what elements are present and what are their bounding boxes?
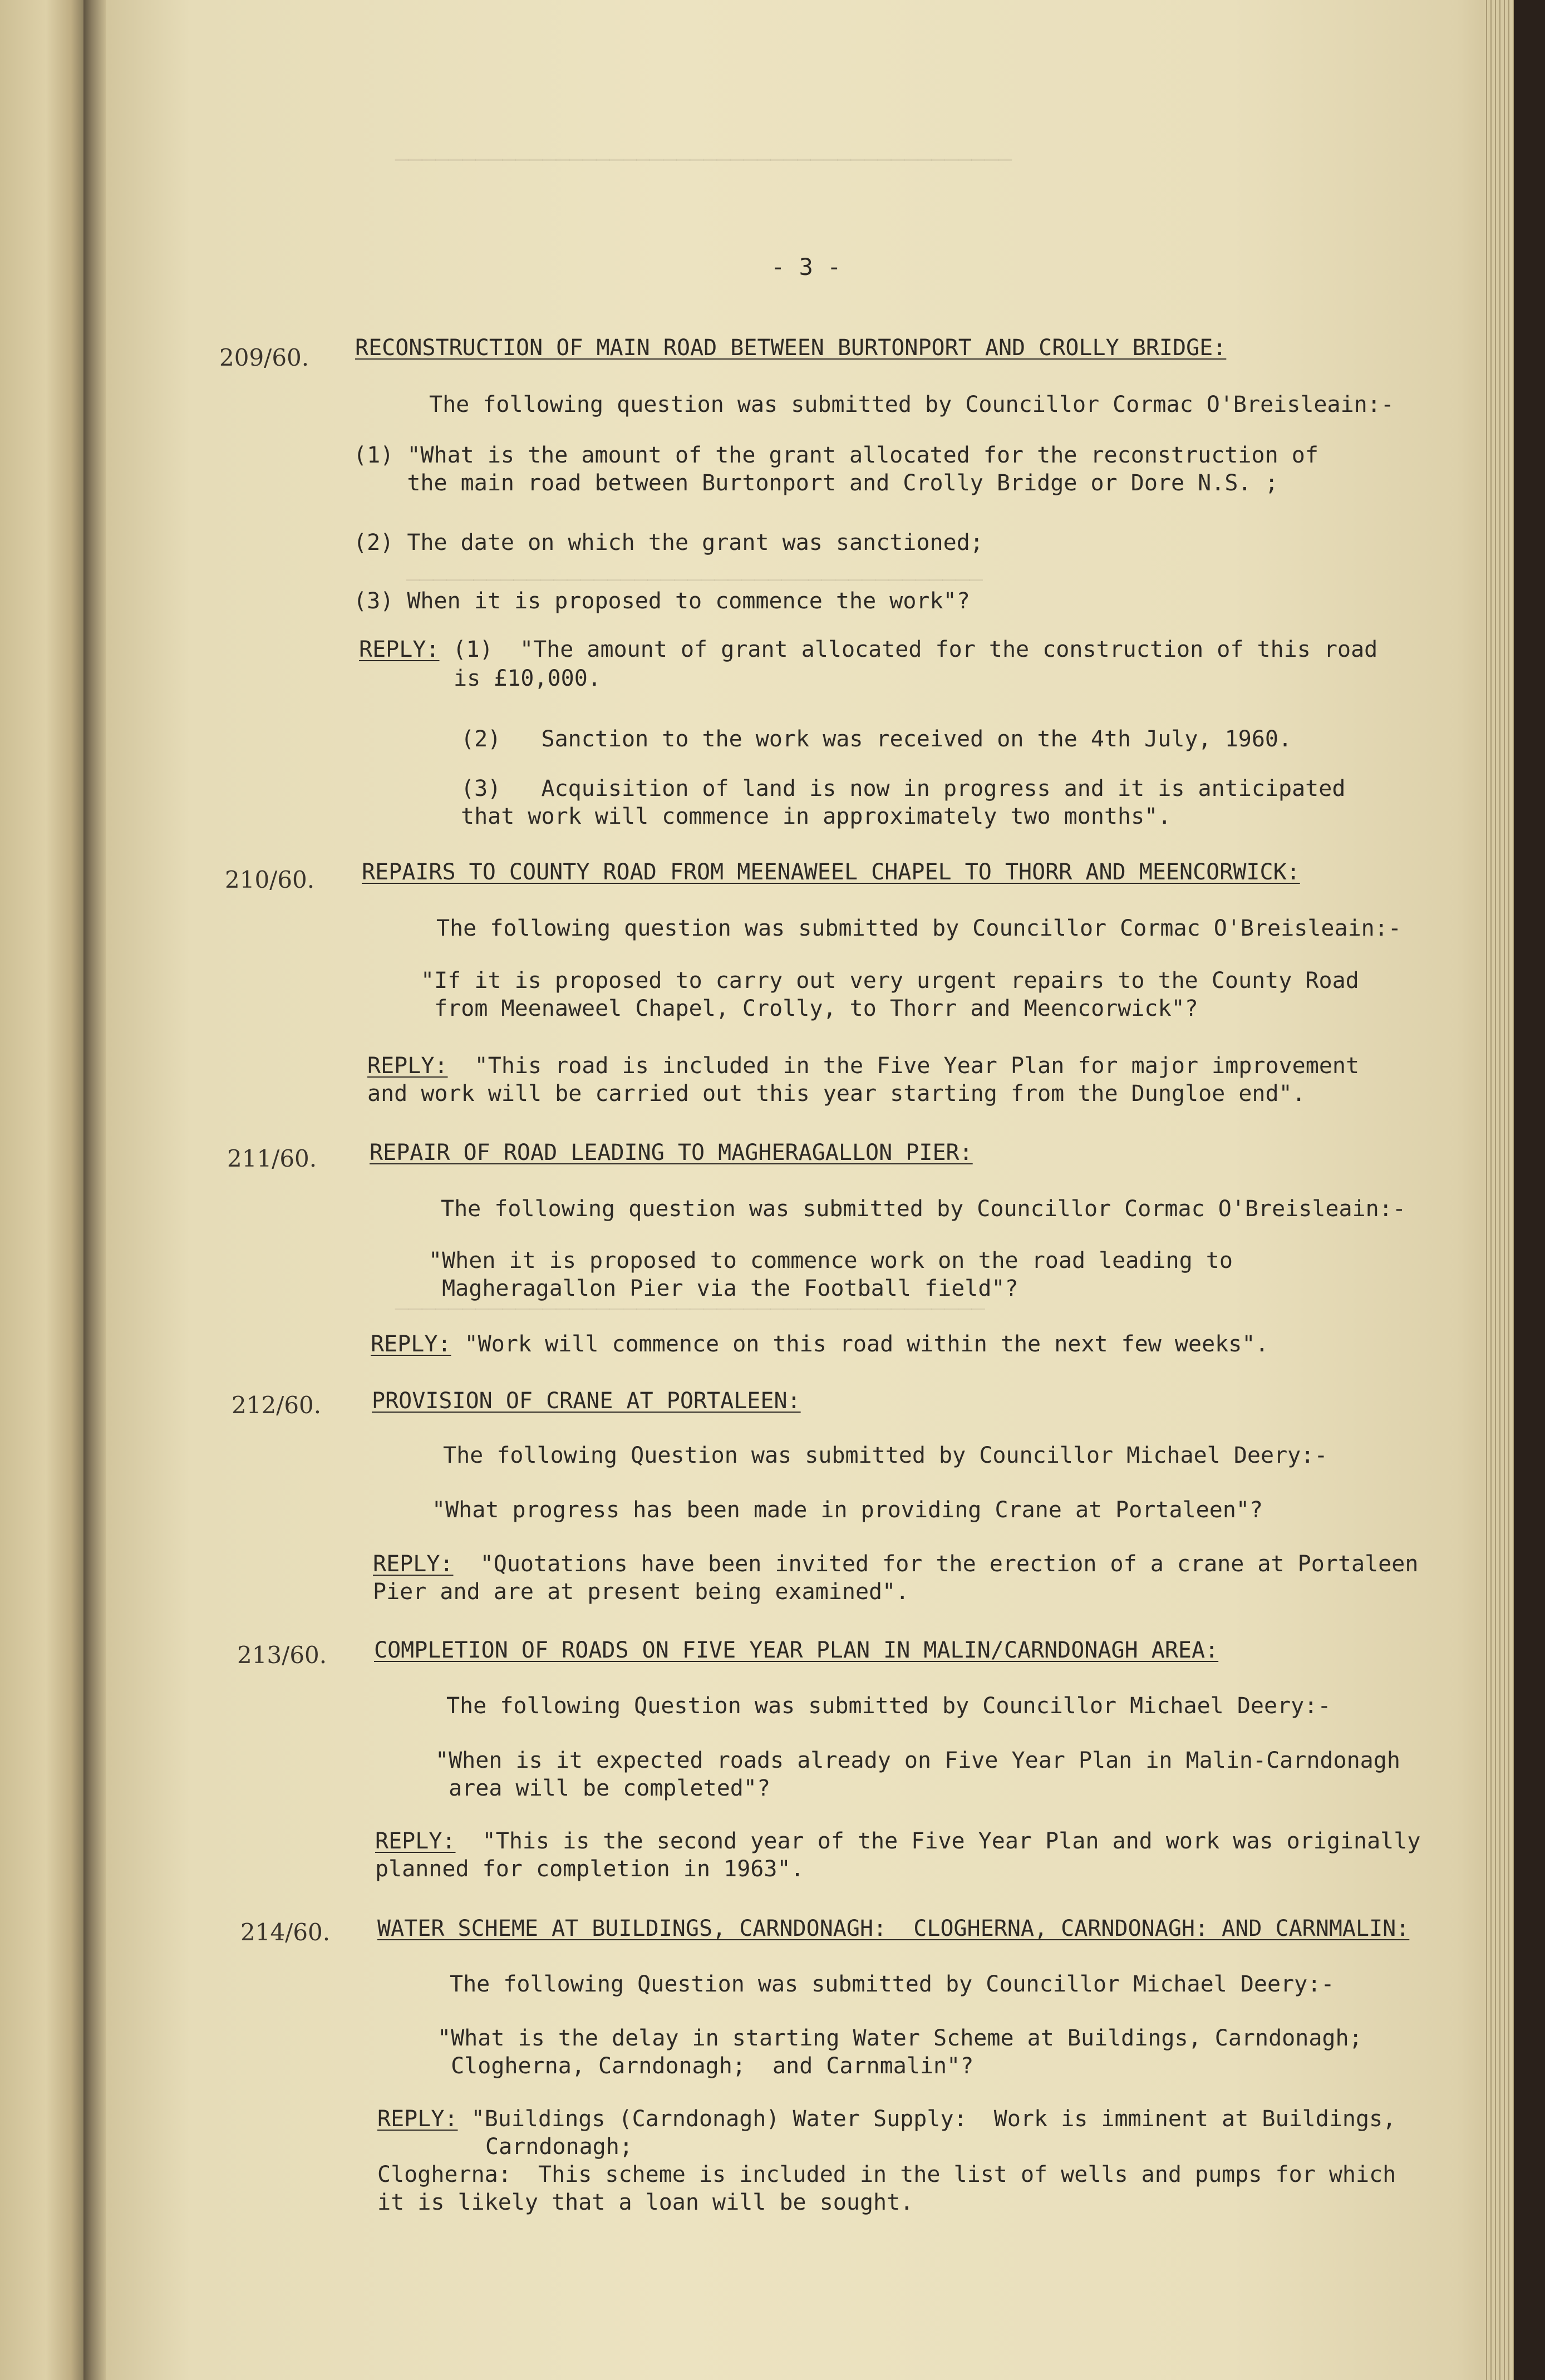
show-through-text: ────────────────────────────────────────────	[395, 1297, 985, 1322]
question-intro: The following Question was submitted by Councillor Michael Deery:-	[443, 1443, 1328, 1468]
reply-text: that work will commence in approximately two months".	[461, 804, 1172, 829]
question-text: the main road between Burtonport and Crolly Bridge or Dore N.S. ;	[353, 470, 1278, 496]
minute-reference: 211/60.	[227, 1145, 317, 1172]
question-intro: The following Question was submitted by Councillor Michael Deery:-	[450, 1971, 1335, 1997]
reply-label: REPLY:	[359, 637, 440, 662]
reply-label: REPLY:	[367, 1053, 448, 1079]
reply-text: (3) Acquisition of land is now in progress and it is anticipated	[461, 776, 1346, 801]
reply-label: REPLY:	[377, 2106, 458, 2132]
minute-heading: WATER SCHEME AT BUILDINGS, CARNDONAGH: CLOGHERNA, CARNDONAGH: AND CARNMALIN:	[377, 1916, 1410, 1941]
reply-text: Clogherna: This scheme is included in the list of wells and pumps for which	[377, 2162, 1396, 2187]
question-intro: The following question was submitted by Councillor Cormac O'Breisleain:-	[436, 916, 1401, 941]
question-intro: The following question was submitted by Councillor Cormac O'Breisleain:-	[441, 1196, 1406, 1222]
page-number: - 3 -	[771, 253, 842, 281]
reply-text: Carndonagh;	[485, 2134, 633, 2160]
reply-text: and work will be carried out this year starting from the Dungloe end".	[367, 1081, 1306, 1107]
question-text: (2) The date on which the grant was sanctioned;	[353, 530, 983, 555]
question-text: "If it is proposed to carry out very urgent repairs to the County Road	[421, 968, 1359, 994]
reply-text: is £10,000.	[454, 666, 601, 691]
reply-text: Pier and are at present being examined".	[373, 1579, 909, 1605]
question-text: Magheragallon Pier via the Football field"?	[429, 1276, 1018, 1301]
question-text: "When it is proposed to commence work on the road leading to	[429, 1248, 1233, 1273]
reply-line	[375, 1827, 1420, 1855]
reply-line	[359, 636, 1377, 663]
document-page	[106, 0, 1514, 2380]
minute-heading: RECONSTRUCTION OF MAIN ROAD BETWEEN BURTONPORT AND CROLLY BRIDGE:	[355, 335, 1227, 361]
question-text: Clogherna, Carndonagh; and Carnmalin"?	[437, 2053, 974, 2079]
reply-line	[367, 1052, 1359, 1080]
minute-heading: COMPLETION OF ROADS ON FIVE YEAR PLAN IN MALIN/CARNDONAGH AREA:	[374, 1638, 1219, 1663]
minute-reference: 213/60.	[237, 1641, 327, 1669]
minute-reference: 210/60.	[225, 866, 315, 893]
question-text: "What is the delay in starting Water Scheme at Buildings, Carndonagh;	[437, 2025, 1362, 2051]
reply-text: (2) Sanction to the work was received on the 4th July, 1960.	[461, 726, 1292, 752]
question-text: "What progress has been made in providing Crane at Portaleen"?	[432, 1497, 1263, 1523]
reply-label: REPLY:	[373, 1551, 454, 1577]
reply-label: REPLY:	[375, 1828, 456, 1854]
minute-heading: REPAIRS TO COUNTY ROAD FROM MEENAWEEL CHAPEL TO THORR AND MEENCORWICK:	[362, 859, 1300, 885]
reply-text: it is likely that a loan will be sought.	[377, 2190, 914, 2215]
reply-text: planned for completion in 1963".	[375, 1856, 804, 1882]
question-text: area will be completed"?	[435, 1776, 771, 1801]
book-gutter	[83, 0, 106, 2380]
question-text: (3) When it is proposed to commence the work"?	[353, 588, 970, 614]
minute-heading: REPAIR OF ROAD LEADING TO MAGHERAGALLON PIER:	[370, 1140, 973, 1166]
reply-text: "This road is included in the Five Year Plan for major improvement	[447, 1053, 1360, 1079]
question-text: from Meenaweel Chapel, Crolly, to Thorr and Meencorwick"?	[421, 996, 1198, 1021]
question-text: "When is it expected roads already on Five Year Plan in Malin-Carndonagh	[435, 1748, 1400, 1773]
reply-line	[373, 1550, 1418, 1578]
reply-text: "Quotations have been invited for the erection of a crane at Portaleen	[453, 1551, 1419, 1577]
facing-page	[0, 0, 83, 2380]
reply-text: "Buildings (Carndonagh) Water Supply: Work is imminent at Buildings,	[457, 2106, 1396, 2132]
question-text: (1) "What is the amount of the grant allocated for the reconstruction of	[353, 442, 1318, 468]
reply-text: "This is the second year of the Five Year Plan and work was originally	[455, 1828, 1421, 1854]
page-edges	[1483, 0, 1514, 2380]
minute-reference: 209/60.	[219, 344, 309, 371]
reply-line	[377, 2105, 1396, 2133]
question-intro: The following question was submitted by Councillor Cormac O'Breisleain:-	[429, 392, 1394, 417]
minute-reference: 214/60.	[240, 1919, 331, 1946]
reply-text: (1) "The amount of grant allocated for the construction of this road	[439, 637, 1378, 662]
minute-heading: PROVISION OF CRANE AT PORTALEEN:	[372, 1388, 801, 1414]
minute-reference: 212/60.	[232, 1391, 322, 1419]
reply-label: REPLY:	[371, 1331, 451, 1357]
show-through-text: ──────────────────────────────────────────────	[395, 147, 1012, 173]
question-intro: The following Question was submitted by Councillor Michael Deery:-	[446, 1693, 1331, 1719]
show-through-text: ───────────────────────────────────────────	[406, 568, 983, 593]
reply-line	[371, 1330, 1269, 1358]
reply-text: "Work will commence on this road within the next few weeks".	[451, 1331, 1269, 1357]
